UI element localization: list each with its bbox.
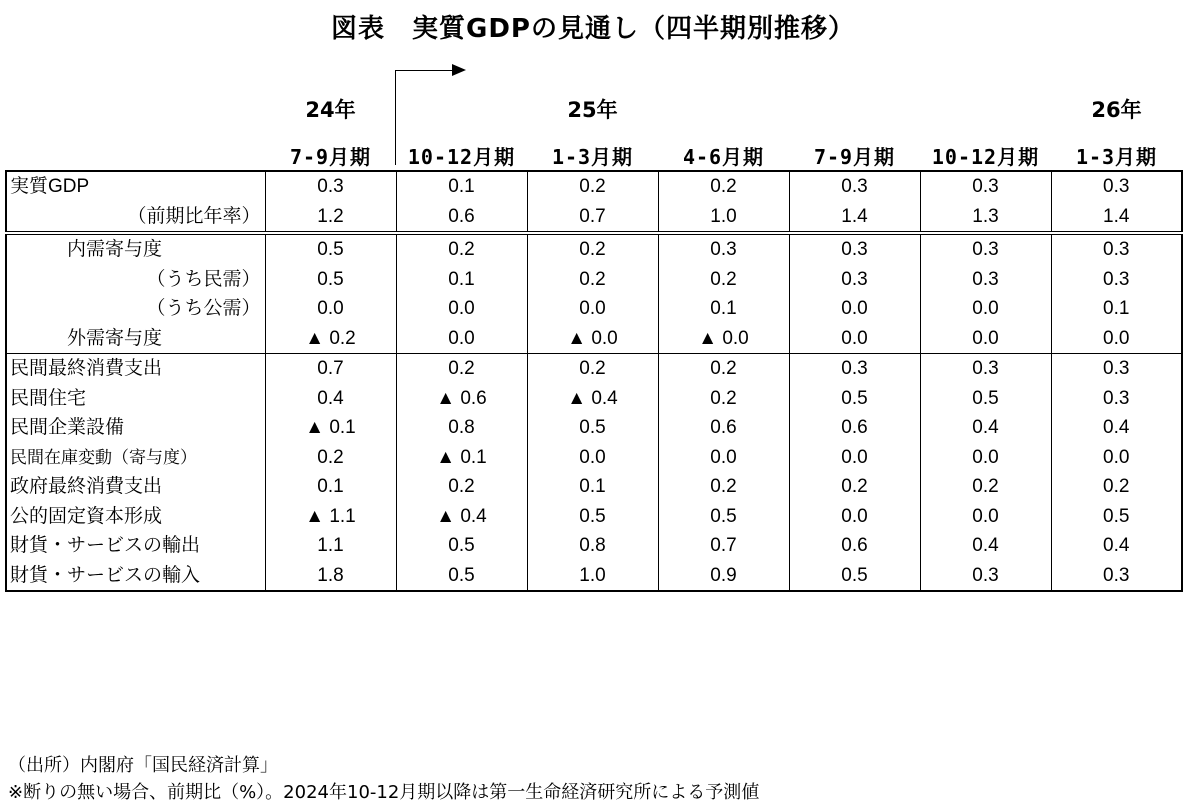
value-cell: 0.2 xyxy=(265,443,396,473)
value-cell: 0.0 xyxy=(265,294,396,324)
notes xyxy=(8,752,759,806)
value-cell: 0.4 xyxy=(1051,413,1182,443)
value-cell: 0.4 xyxy=(920,531,1051,561)
value-cell: 0.6 xyxy=(789,413,920,443)
value-cell: 0.0 xyxy=(920,443,1051,473)
value-cell: 0.3 xyxy=(920,561,1051,592)
period-header: 7-9月期 xyxy=(813,145,896,169)
table-row xyxy=(6,171,1182,202)
value-cell: 0.0 xyxy=(1051,324,1182,354)
value-cell: 0.5 xyxy=(265,265,396,295)
table-row xyxy=(6,265,1182,295)
value-cell: 0.8 xyxy=(527,531,658,561)
value-cell: 0.1 xyxy=(396,171,527,202)
value-cell: 0.5 xyxy=(527,502,658,532)
value-cell: 0.0 xyxy=(527,294,658,324)
period-header: 1-3月期 xyxy=(551,145,634,169)
value-cell: 0.5 xyxy=(658,502,789,532)
value-cell: ▲ 0.0 xyxy=(527,324,658,354)
value-cell: 0.2 xyxy=(527,354,658,384)
value-cell: 0.0 xyxy=(396,324,527,354)
period-header: 1-3月期 xyxy=(1075,145,1158,169)
table-row xyxy=(6,384,1182,414)
value-cell: 0.2 xyxy=(658,171,789,202)
value-cell: ▲ 0.0 xyxy=(658,324,789,354)
row-label: （うち公需） xyxy=(6,294,265,324)
value-cell: 0.1 xyxy=(396,265,527,295)
value-cell: ▲ 0.1 xyxy=(265,413,396,443)
value-cell: 0.2 xyxy=(396,472,527,502)
value-cell: 0.7 xyxy=(265,354,396,384)
value-cell: 0.1 xyxy=(265,472,396,502)
value-cell: 1.2 xyxy=(265,202,396,234)
table-row xyxy=(6,502,1182,532)
period-header: 4-6月期 xyxy=(682,145,765,169)
value-cell: 0.0 xyxy=(658,443,789,473)
table-row xyxy=(6,324,1182,354)
value-cell: 0.2 xyxy=(658,472,789,502)
value-cell: 0.0 xyxy=(789,443,920,473)
value-cell: 0.3 xyxy=(789,171,920,202)
value-cell: 1.8 xyxy=(265,561,396,592)
row-label: 公的固定資本形成 xyxy=(6,502,265,532)
value-cell: 0.2 xyxy=(1051,472,1182,502)
row-label: （前期比年率） xyxy=(6,202,265,234)
table-row xyxy=(6,354,1182,384)
value-cell: 0.3 xyxy=(1051,561,1182,592)
table-row xyxy=(6,233,1182,265)
period-header: 10-12月期 xyxy=(407,145,516,169)
value-cell: 0.6 xyxy=(789,531,920,561)
value-cell: ▲ 0.1 xyxy=(396,443,527,473)
value-cell: 1.0 xyxy=(658,202,789,234)
row-label: 民間最終消費支出 xyxy=(6,354,265,384)
value-cell: 1.4 xyxy=(1051,202,1182,234)
value-cell: ▲ 0.2 xyxy=(265,324,396,354)
value-cell: 0.6 xyxy=(658,413,789,443)
value-cell: 0.2 xyxy=(789,472,920,502)
value-cell: 1.3 xyxy=(920,202,1051,234)
year-label-26: 26年 xyxy=(1091,98,1142,122)
value-cell: 0.2 xyxy=(527,265,658,295)
value-cell: 0.0 xyxy=(789,324,920,354)
row-label: 内需寄与度 xyxy=(6,233,265,265)
value-cell: 0.2 xyxy=(527,233,658,265)
value-cell: 0.3 xyxy=(1051,233,1182,265)
value-cell: ▲ 0.4 xyxy=(527,384,658,414)
source-note: （出所）内閣府「国民経済計算」 xyxy=(8,755,278,776)
value-cell: 1.4 xyxy=(789,202,920,234)
value-cell: 1.1 xyxy=(265,531,396,561)
value-cell: 0.0 xyxy=(789,502,920,532)
value-cell: 0.6 xyxy=(396,202,527,234)
table-row xyxy=(6,202,1182,234)
value-cell: 0.9 xyxy=(658,561,789,592)
value-cell: 0.2 xyxy=(658,384,789,414)
row-label: （うち民需） xyxy=(6,265,265,295)
value-cell: 0.3 xyxy=(265,171,396,202)
value-cell: 0.4 xyxy=(920,413,1051,443)
value-cell: 0.0 xyxy=(920,502,1051,532)
value-cell: 1.0 xyxy=(527,561,658,592)
value-cell: 0.3 xyxy=(1051,265,1182,295)
value-cell: 0.0 xyxy=(920,324,1051,354)
value-cell: 0.3 xyxy=(920,171,1051,202)
value-cell: 0.5 xyxy=(1051,502,1182,532)
value-cell: 0.5 xyxy=(920,384,1051,414)
value-cell: 0.1 xyxy=(527,472,658,502)
remark-note: ※断りの無い場合、前期比（%）。2024年10-12月期以降は第一生命経済研究所による予測値 xyxy=(8,782,760,803)
value-cell: 0.0 xyxy=(1051,443,1182,473)
value-cell: 0.5 xyxy=(789,561,920,592)
value-cell: 0.4 xyxy=(265,384,396,414)
period-header-row xyxy=(265,141,1182,170)
value-cell: 0.5 xyxy=(527,413,658,443)
year-label-24: 24年 xyxy=(305,98,356,122)
value-cell: 0.2 xyxy=(658,354,789,384)
gdp-forecast-table xyxy=(5,170,1183,592)
value-cell: 0.2 xyxy=(527,171,658,202)
table-row xyxy=(6,472,1182,502)
value-cell: 0.5 xyxy=(396,561,527,592)
row-label: 実質GDP xyxy=(6,171,265,202)
value-cell: 0.3 xyxy=(920,233,1051,265)
year-label-25: 25年 xyxy=(567,98,618,122)
value-cell: 0.5 xyxy=(789,384,920,414)
table-row xyxy=(6,443,1182,473)
value-cell: 0.3 xyxy=(920,354,1051,384)
value-cell: 0.3 xyxy=(789,233,920,265)
value-cell: 0.7 xyxy=(658,531,789,561)
value-cell: 0.7 xyxy=(527,202,658,234)
value-cell: 0.3 xyxy=(658,233,789,265)
value-cell: 0.3 xyxy=(1051,354,1182,384)
value-cell: 0.0 xyxy=(920,294,1051,324)
value-cell: 0.5 xyxy=(396,531,527,561)
row-label: 財貨・サービスの輸入 xyxy=(6,561,265,592)
value-cell: 0.3 xyxy=(789,354,920,384)
row-label: 財貨・サービスの輸出 xyxy=(6,531,265,561)
value-cell: 0.2 xyxy=(658,265,789,295)
value-cell: 0.3 xyxy=(1051,384,1182,414)
table-row xyxy=(6,413,1182,443)
value-cell: 0.5 xyxy=(265,233,396,265)
value-cell: 0.0 xyxy=(527,443,658,473)
value-cell: 0.2 xyxy=(920,472,1051,502)
row-label: 民間住宅 xyxy=(6,384,265,414)
row-label: 外需寄与度 xyxy=(6,324,265,354)
value-cell: ▲ 0.6 xyxy=(396,384,527,414)
table-row xyxy=(6,531,1182,561)
value-cell: ▲ 1.1 xyxy=(265,502,396,532)
row-label: 政府最終消費支出 xyxy=(6,472,265,502)
table-row xyxy=(6,294,1182,324)
value-cell: 0.3 xyxy=(789,265,920,295)
period-header: 7-9月期 xyxy=(289,145,372,169)
page-title: 図表 実質GDPの見通し（四半期別推移） xyxy=(331,14,855,44)
row-label: 民間企業設備 xyxy=(6,413,265,443)
value-cell: 0.0 xyxy=(396,294,527,324)
value-cell: ▲ 0.4 xyxy=(396,502,527,532)
value-cell: 0.0 xyxy=(789,294,920,324)
value-cell: 0.3 xyxy=(1051,171,1182,202)
table-row xyxy=(6,561,1182,592)
forecast-arrow-horizontal-line xyxy=(395,70,453,71)
row-label: 民間在庫変動（寄与度） xyxy=(6,443,265,473)
period-header: 10-12月期 xyxy=(931,145,1040,169)
value-cell: 0.1 xyxy=(1051,294,1182,324)
value-cell: 0.3 xyxy=(920,265,1051,295)
value-cell: 0.2 xyxy=(396,354,527,384)
arrow-right-icon xyxy=(452,64,466,76)
value-cell: 0.4 xyxy=(1051,531,1182,561)
value-cell: 0.8 xyxy=(396,413,527,443)
value-cell: 0.1 xyxy=(658,294,789,324)
value-cell: 0.2 xyxy=(396,233,527,265)
